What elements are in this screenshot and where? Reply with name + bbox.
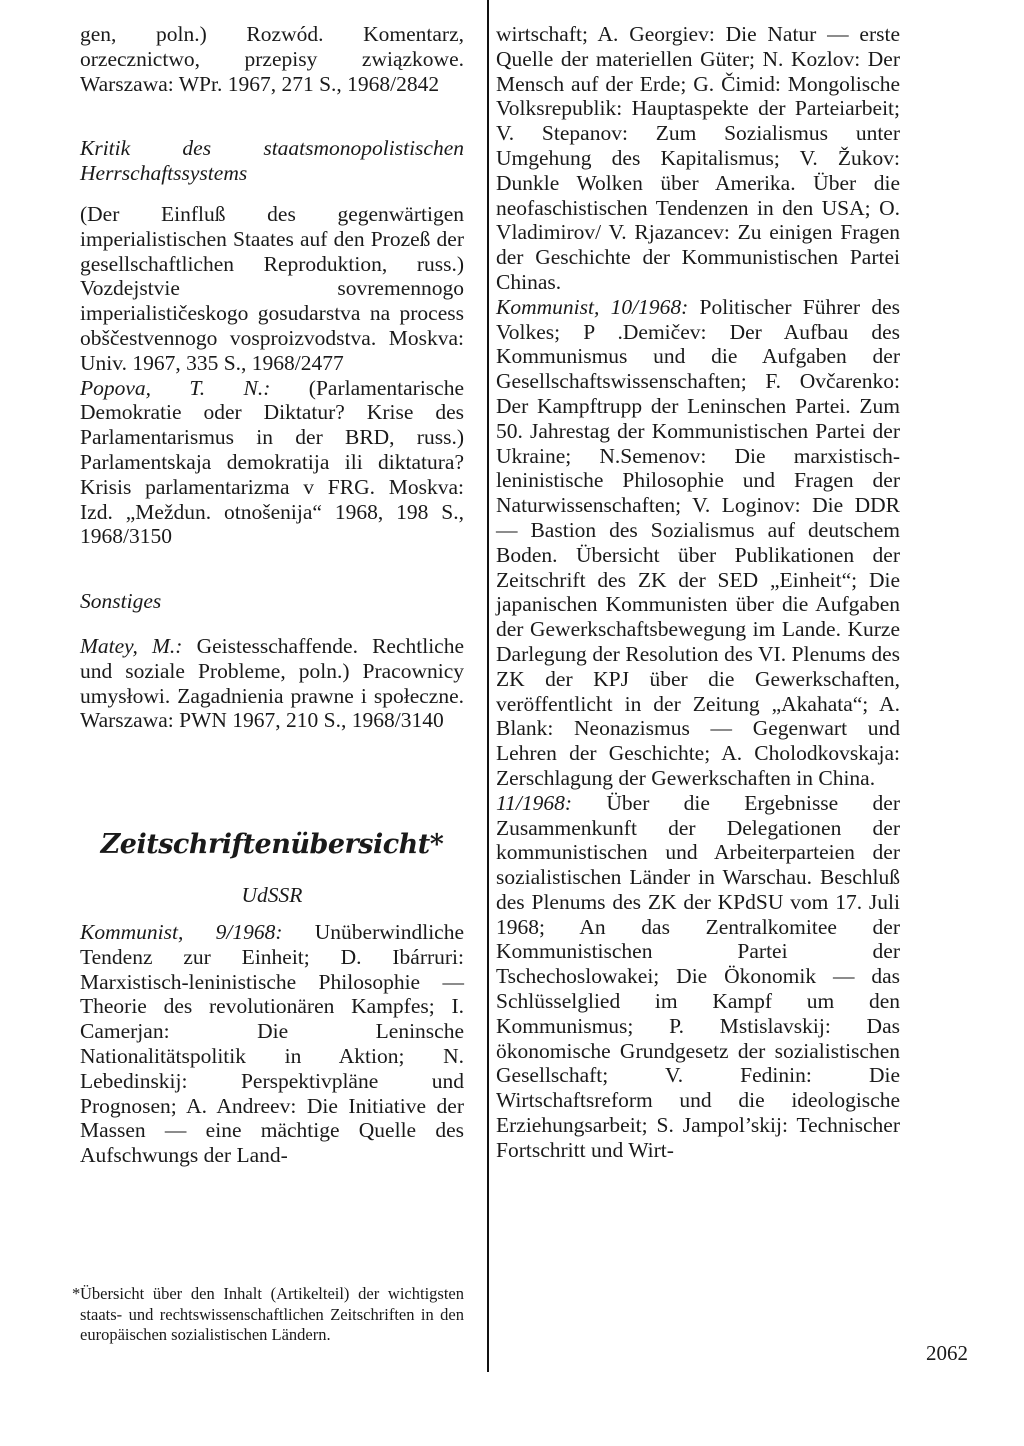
footnote-text: Übersicht über den Inhalt (Artikelteil) der wichtigsten staats- und rechtswissenschaftlichen Zeitschriften in den europäischen sozialistischen Ländern.	[80, 1284, 464, 1344]
section-heading: Zeitschriftenübersicht*	[100, 829, 444, 861]
entry-kommunist-9-continued: wirtschaft; A. Georgiev: Die Natur — erste Quelle der materiellen Güter; N. Kozlov: Der Mensch auf der Erde; G. Čimid: Mongolische Volksrepublik: Hauptaspekte der Parteiarbeit; V. Stepanov: Zum Sozialismus unter Umgehung des Kapitalismus; V. Žukov: Dunkle Wolken über Amerika. Über die neofaschistischen Tendenzen in den USA; O. Vladimirov/ V. Rjazancev: Zu einigen Fragen der Geschichte der Kommunistischen Partei Chinas.	[496, 22, 900, 294]
entry-kommunist-10	[496, 295, 900, 791]
subheading-sonstiges: Sonstiges	[80, 589, 162, 614]
author-popova: Popova, T. N.:	[80, 375, 271, 400]
page-number: 2062	[926, 1341, 968, 1365]
author-matey: Matey, M.:	[80, 633, 183, 658]
entry-kommunist-11-text: Über die Ergebnisse der Zusammenkunft der Delegationen der kommunistischen und Arbeiterparteien der sozialistischen Länder in Warschau. Beschluß des Plenums des ZK der KPdSU vom 17. Juli 1968; An das Zentralkomitee der Kommunistischen Partei der Tschechoslowakei; Die Ökonomik — das Schlüsselglied im Kampf um den Kommunismus; P. Mstislavskij: Das ökonomische Grundgesetz der sozialistischen Gesellschaft; V. Fedinin: Die Wirtschaftsreform und die ideologische Erziehungsarbeit; S. Jampol’skij: Technischer Fortschritt und Wirt-	[496, 790, 900, 1162]
label-kommunist-10: Kommunist, 10/1968:	[496, 294, 689, 319]
subheading-udssr: UdSSR	[241, 883, 303, 908]
entry-matey	[80, 634, 464, 733]
entry-matey-text: Geistesschaffende. Rechtliche und soziale Probleme, poln.) Pracownicy umysłowi. Zagadnienia prawne i społeczne. Warszawa: PWN 1967, 210 S., 1968/3140	[80, 633, 465, 733]
entry-kommunist-9-text: Unüberwindliche Tendenz zur Einheit; D. Ibárruri: Marxistisch-leninistische Philosophie — Theorie des revolutionären Kampfes; I. Camerjan: Die Leninsche Nationalitätspolitik in Aktion; N. Lebedinskij: Perspektivpläne und Prognosen; A. Andreev: Die Initiative der Massen — eine mächtige Quelle des Aufschwungs der Land-	[80, 919, 465, 1168]
entry-rozwod: gen, poln.) Rozwód. Komentarz, orzecznictwo, przepisy związkowe. Warszawa: WPr. 1967, 271 S., 1968/2842	[80, 22, 464, 96]
entry-kommunist-10-text: Politischer Führer des Volkes; P .Demičev: Der Aufbau des Kommunismus und die Aufgaben der Gesellschaftswissenschaften; F. Ovčarenko: Der Kampftrupp der Leninschen Partei. Zum 50. Jahrestag der Kommunistischen Partei der Ukraine; N.Semenov: Die marxistisch-leninistische Philosophie und Fragen der Naturwissenschaften; V. Loginov: Die DDR — Bastion des Sozialismus auf deutschem Boden. Übersicht über Publikationen der Zeitschrift des ZK der SED „Einheit“; Die japanischen Kommunisten über die Aufgaben der Gewerkschaftsbewegung im Lande. Kurze Darlegung der Resolution des VI. Plenums des ZK der KPJ über die Gewerkschaften, veröffentlicht in der Zeitung „Akahata“; A. Blank: Neonazismus — Gegenwart und Lehren der Geschichte; A. Cholodkovskaja: Zerschlagung der Gewerkschaften in China.	[496, 294, 901, 790]
entry-kommunist-9	[80, 920, 464, 1168]
footnote-mark: *	[72, 1284, 81, 1303]
label-kommunist-11: 11/1968:	[496, 790, 573, 815]
subheading-kritik: Kritik des staatsmonopolistischen Herrschaftssystems	[80, 136, 464, 186]
entry-kommunist-11	[496, 791, 900, 1163]
entry-einfluss: (Der Einfluß des gegenwärtigen imperialistischen Staates auf den Prozeß der gesellschaftlichen Reproduktion, russ.) Vozdejstvie sovremennogo imperialističeskogo gosudarstva na process obščestvennogo vosproizvodstva. Moskva: Univ. 1967, 335 S., 1968/2477	[80, 201, 464, 375]
label-kommunist-9: Kommunist, 9/1968:	[80, 919, 283, 944]
right-column	[496, 22, 900, 1163]
column-divider	[487, 0, 489, 1372]
left-column	[80, 22, 464, 1168]
footnote	[72, 1284, 464, 1346]
entry-popova-text: (Parlamentarische Demokratie oder Diktatur? Krise des Parlamentarismus in der BRD, russ.) Parlamentskaja demokratija ili diktatura? Krisis parlamentarizma v FRG. Moskva: Izd. „Meždun. otnošenija“ 1968, 198 S., 1968/3150	[80, 375, 464, 549]
entry-popova	[80, 376, 464, 550]
